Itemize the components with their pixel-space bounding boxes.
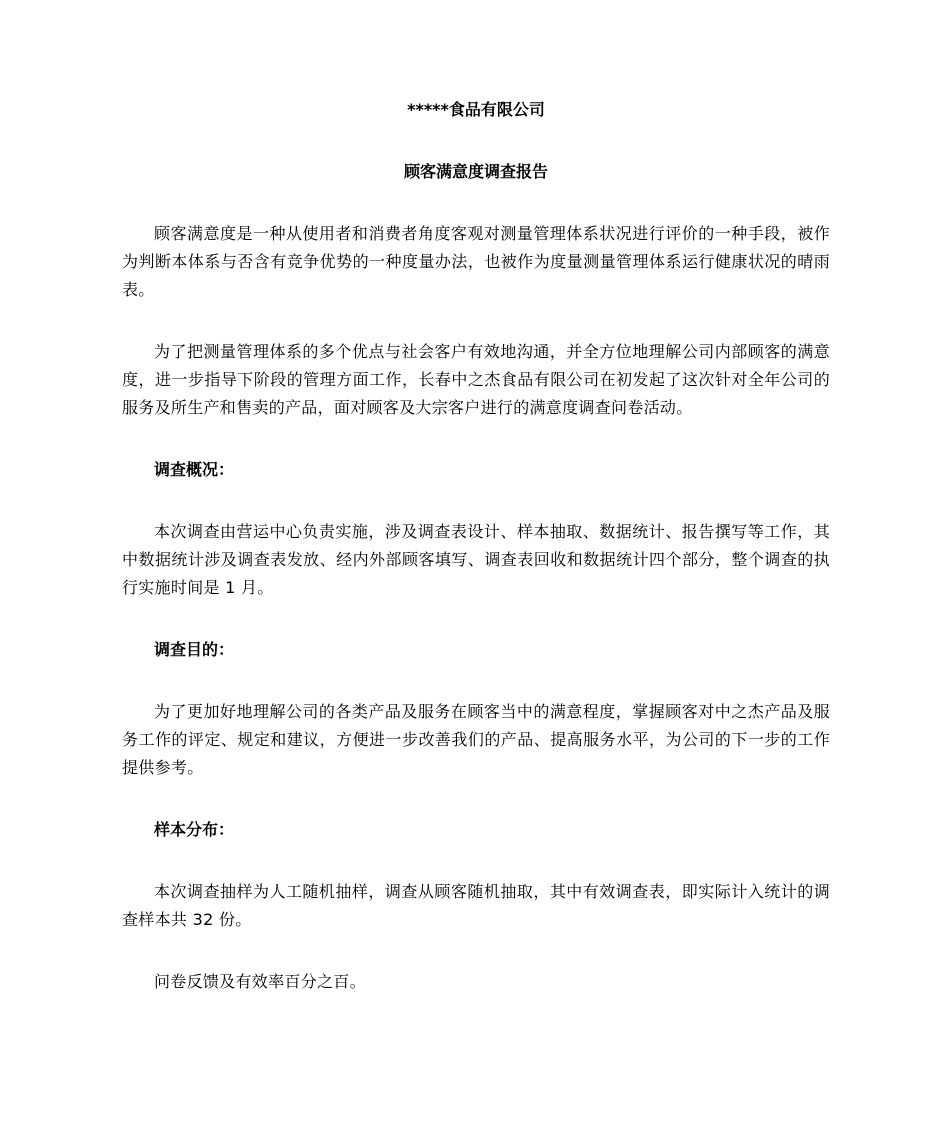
section-heading-overview: 调查概况： (154, 460, 235, 479)
closing-paragraph: 问卷反馈及有效率百分之百。 (154, 972, 366, 991)
section-body-overview: 本次调查由营运中心负责实施，涉及调查表设计、样本抽取、数据统计、报告撰写等工作，其中数据统计涉及调查表发放、经内外部顾客填写、调查表回收和数据统计四个部分，整个调查的执行实施时间是 1 月。 (122, 522, 830, 597)
section-heading-sample: 样本分布： (154, 820, 235, 839)
company-title: *****食品有限公司 (407, 100, 545, 119)
section-heading-objective: 调查目的： (154, 640, 235, 659)
section-body-objective: 为了更加好地理解公司的各类产品及服务在顾客当中的满意程度，掌握顾客对中之杰产品及服务工作的评定、规定和建议，方便进一步改善我们的产品、提高服务水平，为公司的下一步的工作提供参考。 (122, 702, 830, 777)
report-title: 顾客满意度调查报告 (403, 162, 548, 181)
intro-paragraph: 顾客满意度是一种从使用者和消费者角度客观对测量管理体系状况进行评价的一种手段，被作为判断本体系与否含有竞争优势的一种度量办法，也被作为度量测量管理体系运行健康状况的晴雨表。 (122, 224, 830, 299)
document-page (122, 96, 830, 996)
purpose-paragraph: 为了把测量管理体系的多个优点与社会客户有效地沟通，并全方位地理解公司内部顾客的满意度，进一步指导下阶段的管理方面工作，长春中之杰食品有限公司在初发起了这次针对全年公司的服务及所生产和售卖的产品，面对顾客及大宗客户进行的满意度调查问卷活动。 (122, 342, 830, 417)
section-body-sample: 本次调查抽样为人工随机抽样，调查从顾客随机抽取，其中有效调查表，即实际计入统计的调查样本共 32 份。 (122, 882, 830, 929)
